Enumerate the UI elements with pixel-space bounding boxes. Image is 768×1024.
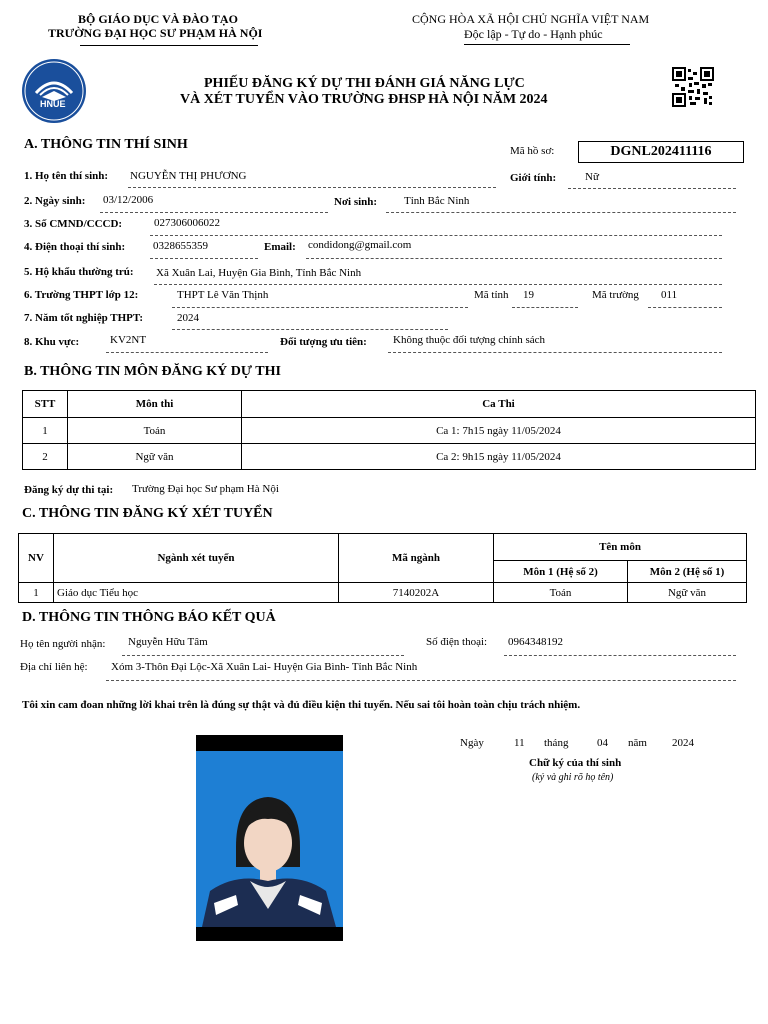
section-c-title: C. THÔNG TIN ĐĂNG KÝ XÉT TUYỂN xyxy=(22,506,273,521)
signature-label: Chữ ký của thí sinh xyxy=(529,757,622,769)
student-photo xyxy=(196,735,343,941)
admission-header-code: Mã ngành xyxy=(339,534,494,583)
admission-cell: 7140202A xyxy=(339,583,494,603)
dob-value: 03/12/2006 xyxy=(103,194,154,206)
email-value: condidong@gmail.com xyxy=(308,239,412,251)
school-value: THPT Lê Văn Thịnh xyxy=(177,289,269,301)
email-label: Email: xyxy=(264,241,296,253)
priority-value: Không thuộc đối tượng chính sách xyxy=(393,334,546,346)
file-code-box xyxy=(578,141,744,163)
exam-cell: Ca 1: 7h15 ngày 11/05/2024 xyxy=(242,418,756,444)
hnue-logo xyxy=(22,59,86,123)
recipient-phone-value: 0964348192 xyxy=(508,636,563,648)
date-year: 2024 xyxy=(672,737,694,749)
header-underline-right xyxy=(464,44,630,45)
admission-header-sub2: Môn 2 (Hệ số 1) xyxy=(628,561,747,583)
id-value: 027306006022 xyxy=(154,217,220,229)
name-label: 1. Họ tên thí sinh: xyxy=(24,170,109,182)
admission-cell: Ngữ văn xyxy=(628,583,747,603)
ministry-name: BỘ GIÁO DỤC VÀ ĐÀO TẠO xyxy=(78,12,238,26)
exam-header-session: Ca Thi xyxy=(242,391,756,418)
school-code-value: 011 xyxy=(661,289,678,301)
university-name: TRƯỜNG ĐẠI HỌC SƯ PHẠM HÀ NỘI xyxy=(48,26,263,40)
file-code: DGNL202411116 xyxy=(610,144,712,159)
admission-header-major: Ngành xét tuyển xyxy=(54,534,339,583)
phone-value: 0328655359 xyxy=(153,240,208,252)
table-row xyxy=(23,444,756,470)
section-b-title: B. THÔNG TIN MÔN ĐĂNG KÝ DỰ THI xyxy=(24,364,281,379)
phone-label: 4. Điện thoại thí sinh: xyxy=(24,241,126,253)
venue-label: Đăng ký dự thi tại: xyxy=(24,484,114,496)
province-code-value: 19 xyxy=(523,289,534,301)
admission-header-subjects: Tên môn xyxy=(494,534,747,561)
date-day: 11 xyxy=(514,737,525,749)
table-row xyxy=(23,418,756,444)
residence-value: Xã Xuân Lai, Huyện Gia Bình, Tỉnh Bắc Ninh xyxy=(156,267,362,279)
province-code-label: Mã tỉnh xyxy=(474,289,509,301)
region-label: 8. Khu vực: xyxy=(24,336,80,348)
header-underline-left xyxy=(80,45,258,46)
admission-table xyxy=(18,533,747,603)
grad-year-label: 7. Năm tốt nghiệp THPT: xyxy=(24,312,144,324)
motto: Độc lập - Tự do - Hạnh phúc xyxy=(464,27,603,41)
exam-cell: Toán xyxy=(68,418,242,444)
admission-cell: 1 xyxy=(19,583,54,603)
admission-cell: Toán xyxy=(494,583,628,603)
admission-header-sub1: Môn 1 (Hệ số 2) xyxy=(494,561,628,583)
section-a-title: A. THÔNG TIN THÍ SINH xyxy=(24,137,188,152)
name-value: NGUYỄN THỊ PHƯƠNG xyxy=(130,170,247,182)
exam-cell: Ngữ văn xyxy=(68,444,242,470)
qr-code-icon xyxy=(672,67,714,107)
residence-label: 5. Hộ khẩu thường trú: xyxy=(24,266,134,278)
section-d-title: D. THÔNG TIN THÔNG BÁO KẾT QUẢ xyxy=(22,610,276,625)
recipient-label: Họ tên người nhận: xyxy=(20,638,106,650)
exam-header-stt: STT xyxy=(23,391,68,418)
id-label: 3. Số CMND/CCCD: xyxy=(24,218,123,230)
region-value: KV2NT xyxy=(110,334,147,346)
recipient-phone-label: Số điện thoại: xyxy=(426,636,488,648)
declaration-text: Tôi xin cam đoan những lời khai trên là đúng sự thật và đủ điều kiện thi tuyển. Nếu sai tôi hoàn toàn chịu trách nhiệm. xyxy=(22,699,581,711)
address-label: Địa chỉ liên hệ: xyxy=(20,661,88,673)
table-row xyxy=(19,583,747,603)
grad-year-value: 2024 xyxy=(177,312,199,324)
republic-name: CỘNG HÒA XÃ HỘI CHỦ NGHĨA VIỆT NAM xyxy=(412,12,650,26)
exam-cell: Ca 2: 9h15 ngày 11/05/2024 xyxy=(242,444,756,470)
school-code-label: Mã trường xyxy=(592,289,639,301)
date-month-label: tháng xyxy=(544,737,569,749)
exam-table xyxy=(22,390,756,470)
date-month: 04 xyxy=(597,737,608,749)
gender-label: Giới tính: xyxy=(510,172,557,184)
date-year-label: năm xyxy=(628,737,647,749)
file-code-label: Mã hồ sơ: xyxy=(510,145,555,157)
priority-label: Đối tượng ưu tiên: xyxy=(280,336,367,348)
venue-value: Trường Đại học Sư phạm Hà Nội xyxy=(132,483,279,495)
gender-value: Nữ xyxy=(585,171,599,183)
recipient-value: Nguyễn Hữu Tâm xyxy=(128,636,208,648)
date-day-label: Ngày xyxy=(460,737,484,749)
dob-label: 2. Ngày sinh: xyxy=(24,195,86,207)
school-label: 6. Trường THPT lớp 12: xyxy=(24,289,139,301)
logo-text: HNUE xyxy=(40,99,66,109)
address-value: Xóm 3-Thôn Đại Lộc-Xã Xuân Lai- Huyện Gia Bình- Tỉnh Bắc Ninh xyxy=(111,661,418,673)
birthplace-value: Tỉnh Bắc Ninh xyxy=(404,195,470,207)
form-title-line2: VÀ XÉT TUYỂN VÀO TRƯỜNG ĐHSP HÀ NỘI NĂM 2024 xyxy=(180,92,548,107)
exam-cell: 1 xyxy=(23,418,68,444)
exam-cell: 2 xyxy=(23,444,68,470)
signature-note: (ký và ghi rõ họ tên) xyxy=(532,772,614,783)
exam-header-subject: Môn thi xyxy=(68,391,242,418)
admission-cell: Giáo dục Tiểu học xyxy=(54,583,339,603)
birthplace-label: Nơi sinh: xyxy=(334,196,378,208)
form-title-line1: PHIẾU ĐĂNG KÝ DỰ THI ĐÁNH GIÁ NĂNG LỰC xyxy=(204,76,525,91)
admission-header-nv: NV xyxy=(19,534,54,583)
